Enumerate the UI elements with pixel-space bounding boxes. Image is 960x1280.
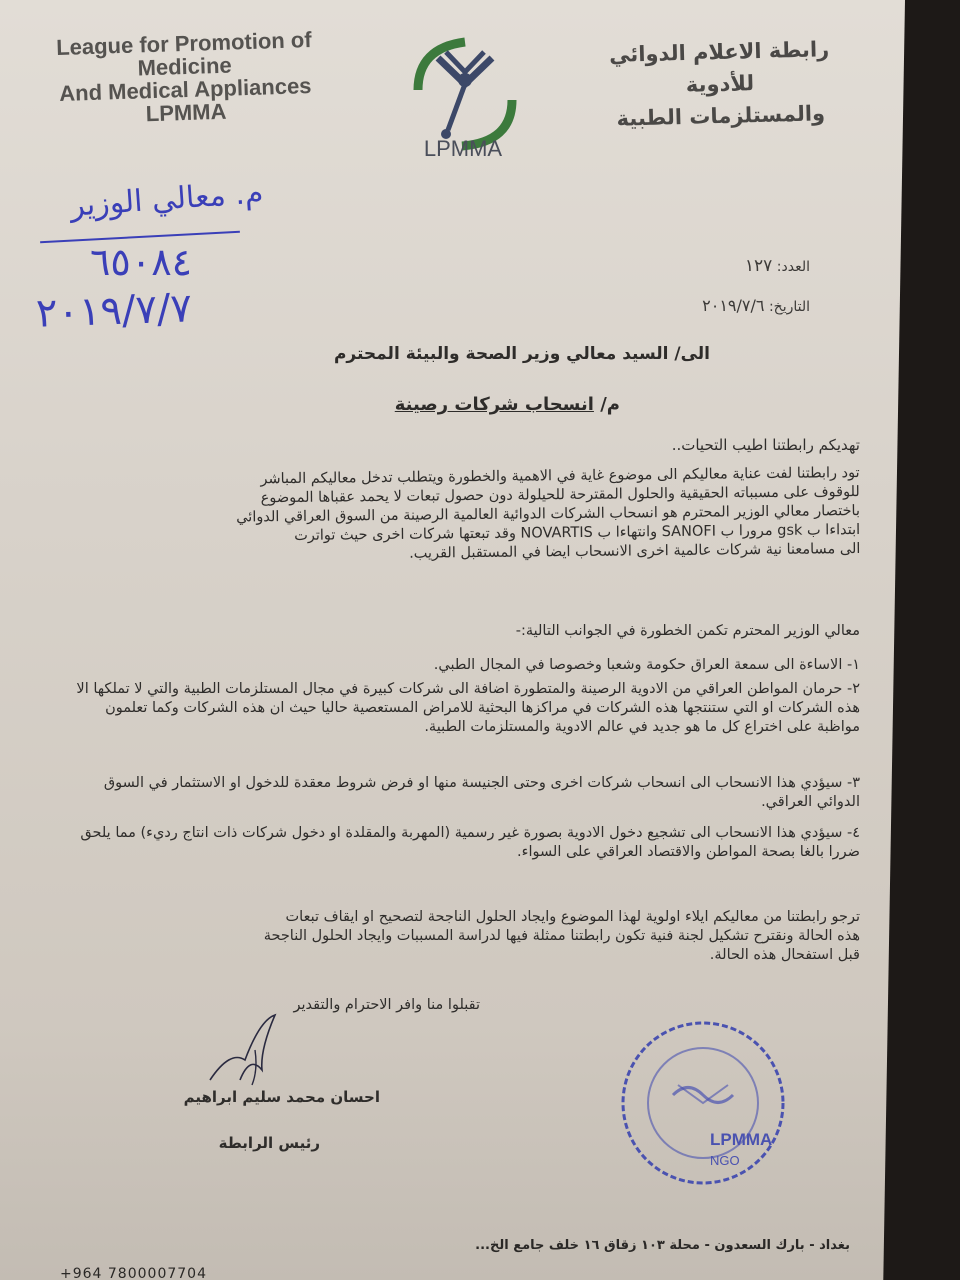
greeting: تهديكم رابطتنا اطيب التحيات..: [671, 436, 860, 454]
official-stamp-icon: [618, 1015, 788, 1190]
header-en-line-3: And Medical Appliances: [58, 73, 312, 106]
header-en-line-2: Medicine: [137, 52, 233, 81]
closing-paragraph: [100, 908, 860, 965]
reference-date: [702, 296, 810, 315]
point-2: ٢- حرمان المواطن العراقي من الادوية الرصينة والمتطورة اضافة الى شركات كبيرة في مجال المستلزمات الطبية والتي لا تملكها الا هذه الشركات او التي ستنتجها هذه الشركات في مراكزها البحثية للامراض المستعصية حاليا حيث ان هذه الشركات وكما تعلمون مواظبة على اختراع كل ما هو جديد في عالم الادوية والمستلزمات الطبية.: [76, 681, 860, 735]
header-en-line-1: League for Promotion of: [55, 27, 312, 61]
closing-line-2: هذه الحالة ونقترح تشكيل لجنة فنية تكون رابطتنا ممثلة فيها لدراسة المسببات وايجاد الحلول الناجحة: [263, 928, 860, 944]
subject-text: انسحاب شركات رصينة: [394, 394, 594, 415]
stamp-text: LPMMA: [710, 1130, 773, 1149]
point-1: ١- الاساءة الى سمعة العراق حكومة وشعبا وخصوصا في المجال الطبي.: [433, 657, 860, 673]
header-ar-line-1: رابطة الاعلام الدوائي: [608, 37, 830, 67]
paragraph-1: [100, 464, 861, 567]
handwritten-note-line-3: ٢٠١٩/٧/٧: [35, 285, 193, 337]
paragraph-1-line-1: تود رابطتنا لفت عناية معاليكم الى موضوع غاية في الاهمية والخطورة ويتطلب تدخل معاليكم المباشر: [260, 465, 860, 488]
reference-number: [745, 256, 810, 276]
signature-icon: [200, 1010, 300, 1090]
paragraph-1-line-3: باختصار معالي الوزير المحترم هو انسحاب الشركات الدوائية العالمية الرصينة من السوق العراقي الدوائي: [236, 503, 861, 526]
header-en-line-4: LPMMA: [145, 98, 227, 127]
signatory-name: احسان محمد سليم ابراهيم: [183, 1088, 380, 1106]
closing-line-3: قبل استفحال هذه الحالة.: [709, 947, 860, 963]
paragraph-1-line-2: للوقوف على مسبباته الحقيقية والحلول المقترحة للحيلولة دون حصول تبعات لا يحمد عقباها الموضوع: [260, 484, 860, 507]
header-english: [19, 27, 352, 129]
header-ar-line-3: والمستلزمات الطبية: [616, 101, 826, 131]
stamp-sub: NGO: [710, 1153, 740, 1168]
logo-text: LPMMA: [423, 136, 503, 161]
footer-address: بغداد - بارك السعدون - محلة ١٠٣ زقاق ١٦ خلف جامع الخ...: [475, 1238, 850, 1253]
header-ar-line-2: للأدوية: [685, 71, 755, 97]
subject-line: [395, 394, 620, 415]
point-4: ٤- سيؤدي هذا الانسحاب الى تشجيع دخول الادوية بصورة غير رسمية (المهربة والمقلدة او دخول شركات ذات انتاج رديء) مما يلحق ضررا بالغا بصحة المواطن والاقتصاد العراقي على السواء.: [80, 825, 860, 860]
regards: تقبلوا منا وافر الاحترام والتقدير: [293, 997, 480, 1013]
date-value: ٢٠١٩/٧/٦: [702, 296, 765, 315]
closing-line-1: ترجو رابطتنا من معاليكم ايلاء اولوية لهذا الموضوع وايجاد الحلول الناجحة لتصحيح او ايقاف تبعات: [285, 909, 860, 925]
number-value: ١٢٧: [744, 256, 773, 276]
header-arabic: [599, 33, 841, 135]
paragraph-1-line-5: الى مسامعنا نية شركات عالمية اخرى الانسحاب ايضا في المستقبل القريب.: [409, 541, 861, 562]
handwritten-note-line-2: ٦٥٠٨٤: [90, 240, 193, 284]
footer-phone: +964 7800007704: [60, 1266, 207, 1280]
number-label: العدد:: [776, 259, 810, 275]
date-label: التاريخ:: [768, 299, 810, 315]
handwritten-note-line-1: م. معالي الوزير: [69, 175, 265, 224]
paragraph-1-line-4: ابتداءا ب gsk مرورا ب SANOFI وانتهاءا ب NOVARTIS وقد تبعتها شركات اخرى حيث تواترت: [294, 522, 861, 544]
points-intro: معالي الوزير المحترم تكمن الخطورة في الجوانب التالية:-: [515, 623, 860, 639]
addressee: الى/ السيد معالي وزير الصحة والبيئة المحترم: [333, 344, 710, 364]
subject-prefix: م/: [600, 394, 620, 415]
point-3: ٣- سيؤدي هذا الانسحاب الى انسحاب شركات اخرى وحتى الجنيسة منها او فرض شروط معقدة للدخول او الاستثمار في السوق الدوائي العراقي.: [103, 775, 860, 810]
signatory-title: رئيس الرابطة: [218, 1134, 320, 1152]
